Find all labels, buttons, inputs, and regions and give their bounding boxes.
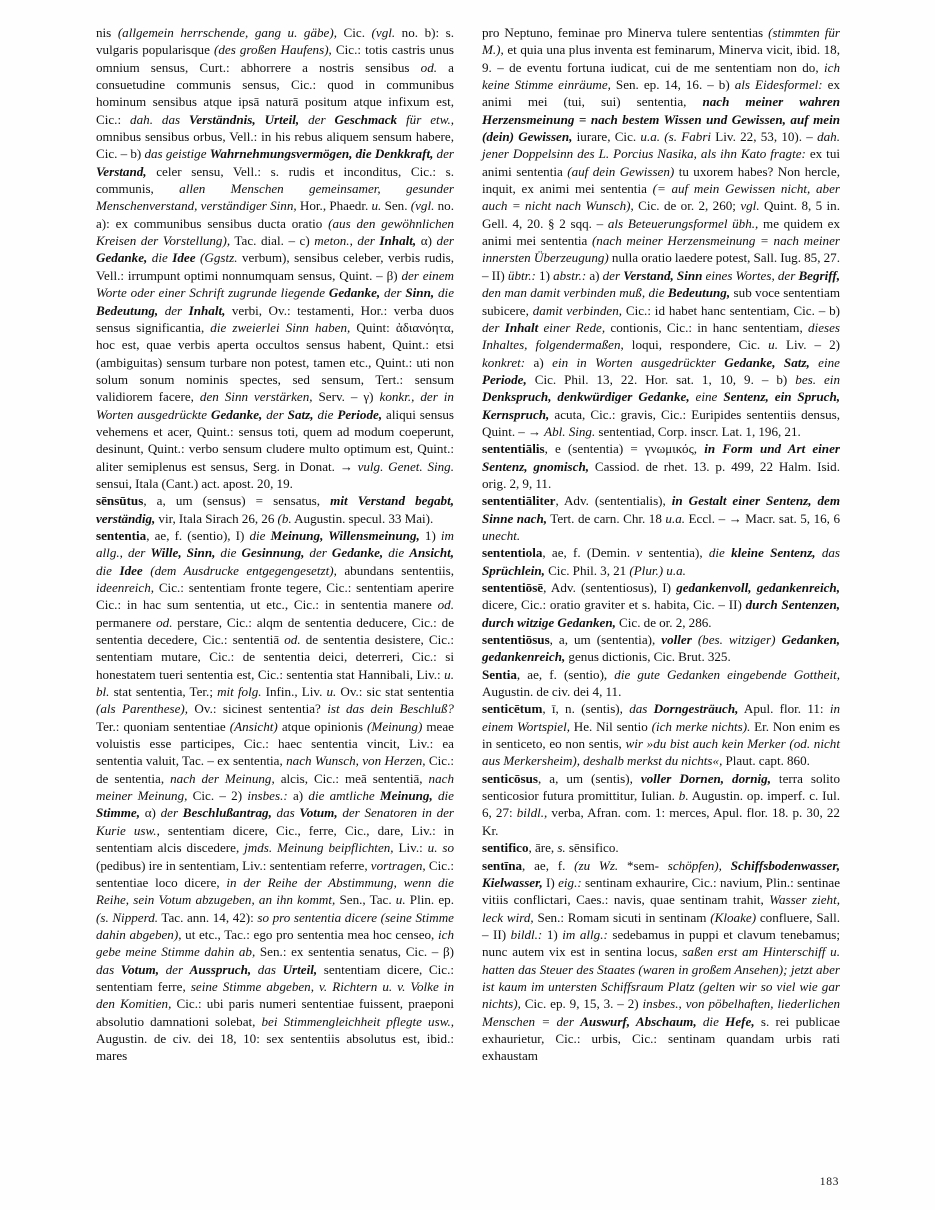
dictionary-entry-sententialis: sententiālis, e (sententia) = γνωμικός, in Form und Art einer Sentenz, gnomisch, Cassiod. de rhet. 13. p. 499, 22 Halm. Isid. orig. 2, 9, 11.	[482, 441, 840, 491]
dictionary-entry-sentina: sentīna, ae, f. (zu Wz. *sem- schöpfen), Schiffsbodenwasser, Kielwasser, I) eig.: sentinam exhaurire, Cic.: navium, Plin.: sentinae vitiis conflictari, Caes.: navis, quae sentinam trahit, Wasser zieht, leck wird, Sen.: Romam sicuti in sentinam (Kloake) confluere, Sall. – II) bildl.: 1) im allg.: sedebamus in puppi et clavum tenebamus; nunc autem vix est in sentina locus, saßen erst am Hinterschiff u. hatten das Steuer des Staates (waren in großem Ansehen); jetzt aber ist kaum im untersten Schiffsraum Platz (gelten wir so viel wie gar nichts), Cic. ep. 9, 15, 3. – 2) insbes., von pöbelhaften, liederlichen Menschen = der Auswurf, Abschaum, die Hefe, s. rei publicae exhaurietur, Cic.: urbis, Cic.: sentinam quandam urbis rati exhaustam	[482, 857, 841, 1064]
two-column-text-body	[96, 24, 840, 1160]
dictionary-entry-sententia-continued: pro Neptuno, feminae pro Minerva tulere sententias (stimmten für M.), et quia una plus inventa est feminarum, Minerva vicit, ibid. 18, 9. – de eventu fortuna iudicat, cui de me sententiam non do, ich keine Stimme einräume, Sen. ep. 14, 16. – b) als Eidesformel: ex animi mei (tui, sui) sententia, nach meiner wahren Herzensmeinung = nach bestem Wissen und Gewissen, auf mein (dein) Gewissen, iurare, Cic. u.a. (s. Fabri Liv. 22, 53, 10). – dah. jener Doppelsinn des L. Porcius Nasika, als ihn Kato fragte: ex tui animi sententia (auf dein Gewissen) tu uxorem habes? Non hercle, inquit, ex animi mei sententia (= auf mein Gewissen nicht, aber auch = nicht nach Wunsch), Cic. de or. 2, 260; vgl. Quint. 8, 5 in. Gell. 4, 20. § 2 sqq. – als Beteuerungsformel übh., me quidem ex animi mei sententia (nach meiner Herzensmeinung = nach meiner innersten Überzeugung) nulla oratio laedere potest, Sall. Iug. 85, 27. – II) übtr.: 1) abstr.: a) der Verstand, Sinn eines Wortes, der Begriff, den man damit verbinden muß, die Bedeutung, sub voce sententiam subicere, damit verbinden, Cic.: id habet hanc sententiam, Cic. – b) der Inhalt einer Rede, contionis, Cic.: in hanc sententiam, dieses Inhaltes, folgendermaßen, loqui, respondere, Cic. u. Liv. – 2) konkret: a) ein in Worten ausgedrückter Gedanke, Satz, eine Periode, Cic. Phil. 13, 22. Hor. sat. 1, 10, 9. – b) bes. ein Denkspruch, denkwürdiger Gedanke, eine Sentenz, ein Spruch, Kernspruch, acuta, Cic.: gravis, Cic.: Euripides sententiis densus, Quint. – → Abl. Sing. sententiad, Corp. inscr. Lat. 1, 196, 21.	[482, 25, 841, 439]
left-column	[96, 24, 454, 1160]
dictionary-entry-sentifico: sentifico, āre, s. sēnsifico.	[482, 840, 619, 856]
dictionary-entry-sensus-continued: nis (allgemein herrschende, gang u. gäbe), Cic. (vgl. no. b): s. vulgaris popularisque (des großen Haufens), Cic.: totis castris unus omnium sensus, Curt.: abhorrere a nostris sensibus od. a consuetudine communis sensus, Cic.: quod in communibus hominum sensibus atque ipsā naturā positum atque infixum est, Cic.: dah. das Verständnis, Urteil, der Geschmack für etw., omnibus sensibus orbus, Vell.: in his rebus aliquem sensum habere, Cic. – b) das geistige Wahrnehmungsvermögen, die Denkkraft, der Verstand, celer sensu, Vell.: s. rudis et inconditus, Cic.: s. communis, allen Menschen gemeinsamer, gesunder Menschenverstand, verständiger Sinn, Hor., Phaedr. u. Sen. (vgl. no. a): ex communibus sensibus ducta oratio (aus den gewöhnlichen Kreisen der Vorstellung), Tac. dial. – c) meton., der Inhalt, α) der Gedanke, die Idee (Ggstz. verbum), sensibus celeber, verbis rudis, Vell.: irrumpunt optimi nonnumquam sensus, Quint. – β) der einem Worte oder einer Schrift zugrunde liegende Gedanke, der Sinn, die Bedeutung, der Inhalt, verbi, Ov.: testamenti, Hor.: verba duos sensus significantia, die zweierlei Sinn haben, Quint: ἀδιανόητα, hoc est, quae verbis aperta occultos sensus habent, Quint.: etsi (ambiguitas) sensum turbare non potest, tamen etc., Quint.: uti non solum sonum nominis spectes, sed sensum, Tert.: sensum validiorem facere, den Sinn verstärken, Serv. – γ) konkr., der in Worten ausgedrückte Gedanke, der Satz, die Periode, aliqui sensus vehemens et acer, Quint.: sensus toti, quem ad modum coeperunt, desinunt, Quint.: verbo sensum cludere multo optimum est, Quint.: aliter semiplenus est sensus, Serg. in Donat. → vulg. Genet. Sing. sensui, Itala (Cant.) act. apost. 20, 19.	[96, 25, 455, 491]
dictionary-entry-sentia: Sentia, ae, f. (sentio), die gute Gedanken eingebende Gottheit, Augustin. de civ. dei 4, 11.	[482, 666, 840, 700]
page-number: 183	[819, 1175, 839, 1188]
dictionary-entry-senticosus: senticōsus, a, um (sentis), voller Dornen, dornig, terra solito senticosior futura promittitur, Iulian. b. Augustin. op. imperf. c. Iul. 6, 27: bildl., verba, Afran. com. 1: merces, Apul. flor. 18. p. 30, 22 Kr.	[482, 770, 840, 838]
dictionary-entry-senticetum: senticētum, ī, n. (sentis), das Dorngesträuch, Apul. flor. 11: in einem Wortspiel, He. Nil sentio (ich merke nichts). Er. Non enim es in senticeto, eo non sentis, wir »du bist auch kein Merker (od. nicht aus Merkersheim), deshalb merkst du nichts«, Plaut. capt. 860.	[482, 701, 840, 769]
dictionary-entry-sententiosus: sententiōsus, a, um (sententia), voller (bes. witziger) Gedanken, gedankenreich, genus dictionis, Cic. Brut. 325.	[482, 632, 841, 665]
right-column	[482, 24, 840, 1160]
dictionary-entry-sententialiter: sententiāliter, Adv. (sententialis), in Gestalt einer Sentenz, dem Sinne nach, Tert. de carn. Chr. 18 u.a. Eccl. – → Macr. sat. 5, 16, 6 unecht.	[482, 493, 841, 543]
dictionary-entry-sententiose: sententiōsē, Adv. (sententiosus), I) gedankenvoll, gedankenreich, dicere, Cic.: oratio graviter et s. habita, Cic. – II) durch Sentenzen, durch witzige Gedanken, Cic. de or. 2, 286.	[482, 580, 840, 630]
dictionary-entry-sententia: sententia, ae, f. (sentio), I) die Meinung, Willensmeinung, 1) im allg., der Wille, Sinn, die Gesinnung, der Gedanke, die Ansicht, die Idee (dem Ausdrucke entgegengesetzt), abundans sententiis, ideenreich, Cic.: sententiam fronte tegere, Cic.: sententiam aperire Cic.: in hac sum sententia, ut etc., Cic.: in sententia manere od. permanere od. perstare, Cic.: alqm de sententia deducere, Cic.: de sententia decedere, Cic.: sententiā od. de sententia desistere, Cic.: sententiam mutare, Cic.: de sententia deici, deterreri, Cic.: si honestatem tueri sententia est, Cic.: sententia stat Hannibali, Liv.: u. bl. stat sententia, Ter.; mit folg. Infin., Liv. u. Ov.: sic stat sententia (als Parenthese), Ov.: sicinest sententia? ist das dein Beschluß? Ter.: quoniam sententiae (Ansicht) atque opinionis (Meinung) meae voluistis esse participes, Cic.: haec sententia vincit, Liv.: ea sententia valuit, Tac. – ex sententia, nach Wunsch, von Herzen, Cic.: de sententia, nach der Meinung, alcis, Cic.: meā sententiā, nach meiner Meinung, Cic. – 2) insbes.: a) die amtliche Meinung, die Stimme, α) der Beschlußantrag, das Votum, der Senatoren in der Kurie usw., sententiam dicere, Cic., ferre, Cic., dare, Liv.: in sententiam alcis discedere, jmds. Meinung beipflichten, Liv.: u. so (pedibus) ire in sententiam, Liv.: sententiam referre, vortragen, Cic.: sententiae loco dicere, in der Reihe der Abstimmung, wenn die Reihe, sein Votum abzugeben, an ihn kommt, Sen., Tac. u. Plin. ep. (s. Nipperd. Tac. ann. 14, 42): so pro sententia dicere (seine Stimme dahin abgeben), ut etc., Tac.: ego pro sententia mea hoc censeo, ich gebe meine Stimme dahin ab, Sen.: ex sententia senatus, Cic. – β) das Votum, der Ausspruch, das Urteil, sententiam dicere, Cic.: sententiam ferre, seine Stimme abgeben, v. Richtern u. v. Volke in den Komitien, Cic.: ubi paris numeri sententiae fuissent, praeponi absolutio damnationi solebat, bei Stimmengleichheit pflegte usw., Augustin. de civ. dei 18, 10: sex sententiis absolutus est, ibid.: mares	[96, 527, 455, 1064]
dictionary-entry-sententiola: sententiola, ae, f. (Demin. v sententia), die kleine Sentenz, das Sprüchlein, Cic. Phil. 3, 21 (Plur.) u.a.	[482, 545, 841, 578]
dictionary-entry-sensutus: sēnsūtus, a, um (sensus) = sensatus, mit Verstand begabt, verständig, vir, Itala Sirach 26, 26 (b. Augustin. specul. 33 Mai).	[96, 493, 455, 526]
